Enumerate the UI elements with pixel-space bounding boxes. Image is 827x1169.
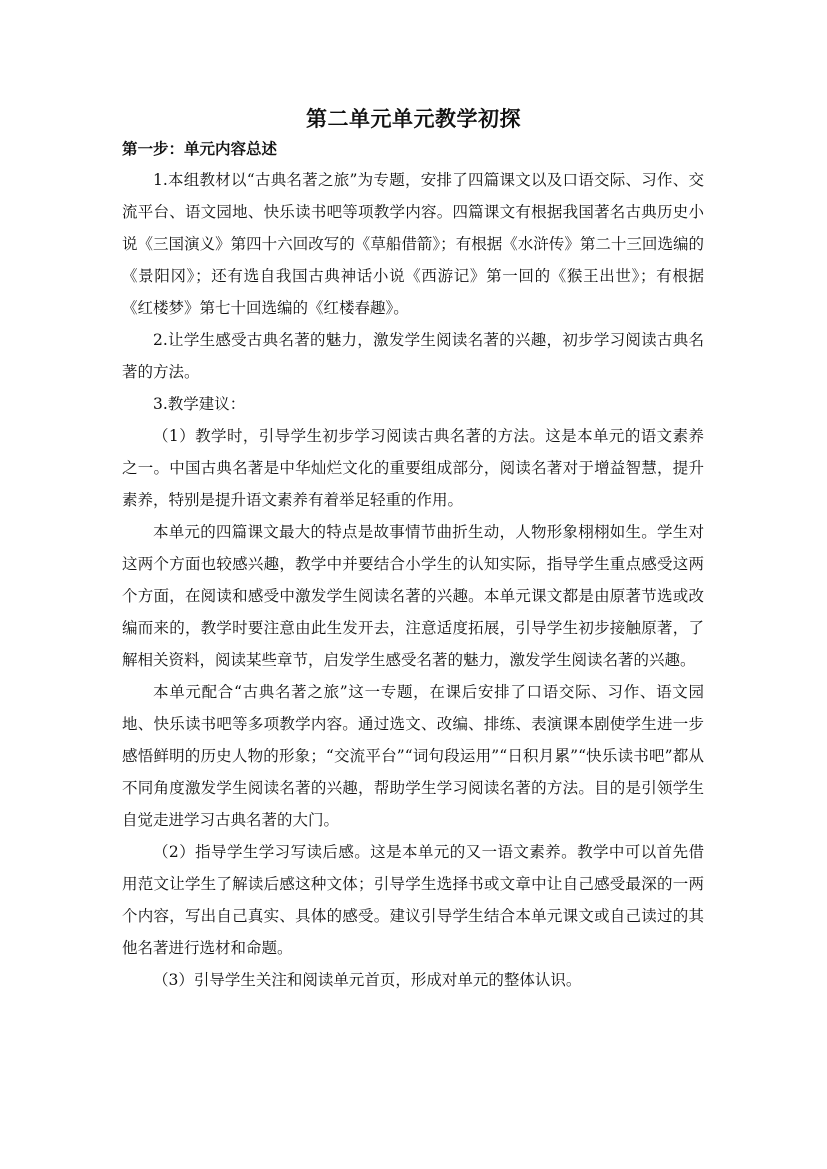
paragraph-suggestion-3: （3）引导学生关注和阅读单元首页，形成对单元的整体认识。	[153, 971, 582, 989]
paragraph-unit-activities: 本单元配合“古典名著之旅”这一专题，在课后安排了口语交际、习作、语文园地、快乐读书吧等多项教学内容。通过选文、改编、排练、表演课本剧使学生进一步感悟鲜明的历史人物的形象；“交流平台”“词句段运用”“日积月累”“快乐读书吧”都从不同角度激发学生阅读名著的兴趣，帮助学生学习阅读名著的方法。目的是引领学生自觉走进学习古典名著的大门。	[122, 683, 704, 829]
paragraph-suggestion-2: （2）指导学生学习写读后感。这是本单元的又一语文素养。教学中可以首先借用范文让学生了解读后感这种文体；引导学生选择书或文章中让自己感受最深的一两个内容，写出自己真实、具体的感受。建议引导学生结合本单元课文或自己读过的其他名著进行选材和命题。	[122, 843, 704, 957]
document-body	[122, 138, 704, 996]
paragraph-goal: 2.让学生感受古典名著的魅力，激发学生阅读名著的兴趣，初步学习阅读古典名著的方法。	[122, 331, 704, 381]
document-title: 第二单元单元教学初探	[306, 106, 521, 131]
paragraph-overview: 1.本组教材以“古典名著之旅”为专题，安排了四篇课文以及口语交际、习作、交流平台、语文园地、快乐读书吧等项教学内容。四篇课文有根据我国著名古典历史小说《三国演义》第四十六回改写的《草船借箭》；有根据《水浒传》第二十三回选编的《景阳冈》；还有选自我国古典神话小说《西游记》第一回的《猴王出世》；有根据《红楼梦》第七十回选编的《红楼春趣》。	[122, 171, 704, 317]
step-heading: 第一步：单元内容总述	[122, 139, 278, 158]
paragraph-suggestions-heading: 3.教学建议：	[153, 395, 246, 413]
paragraph-suggestion-1: （1）教学时，引导学生初步学习阅读古典名著的方法。这是本单元的语文素养之一。中国古典名著是中华灿烂文化的重要组成部分，阅读名著对于增益智慧，提升素养，特别是提升语文素养有着举足轻重的作用。	[122, 427, 704, 509]
paragraph-unit-features: 本单元的四篇课文最大的特点是故事情节曲折生动，人物形象栩栩如生。学生对这两个方面也较感兴趣，教学中并要结合小学生的认知实际，指导学生重点感受这两个方面，在阅读和感受中激发学生阅读名著的兴趣。本单元课文都是由原著节选或改编而来的，教学时要注意由此生发开去，注意适度拓展，引导学生初步接触原著，了解相关资料，阅读某些章节，启发学生感受名著的魅力，激发学生阅读名著的兴趣。	[122, 523, 704, 669]
